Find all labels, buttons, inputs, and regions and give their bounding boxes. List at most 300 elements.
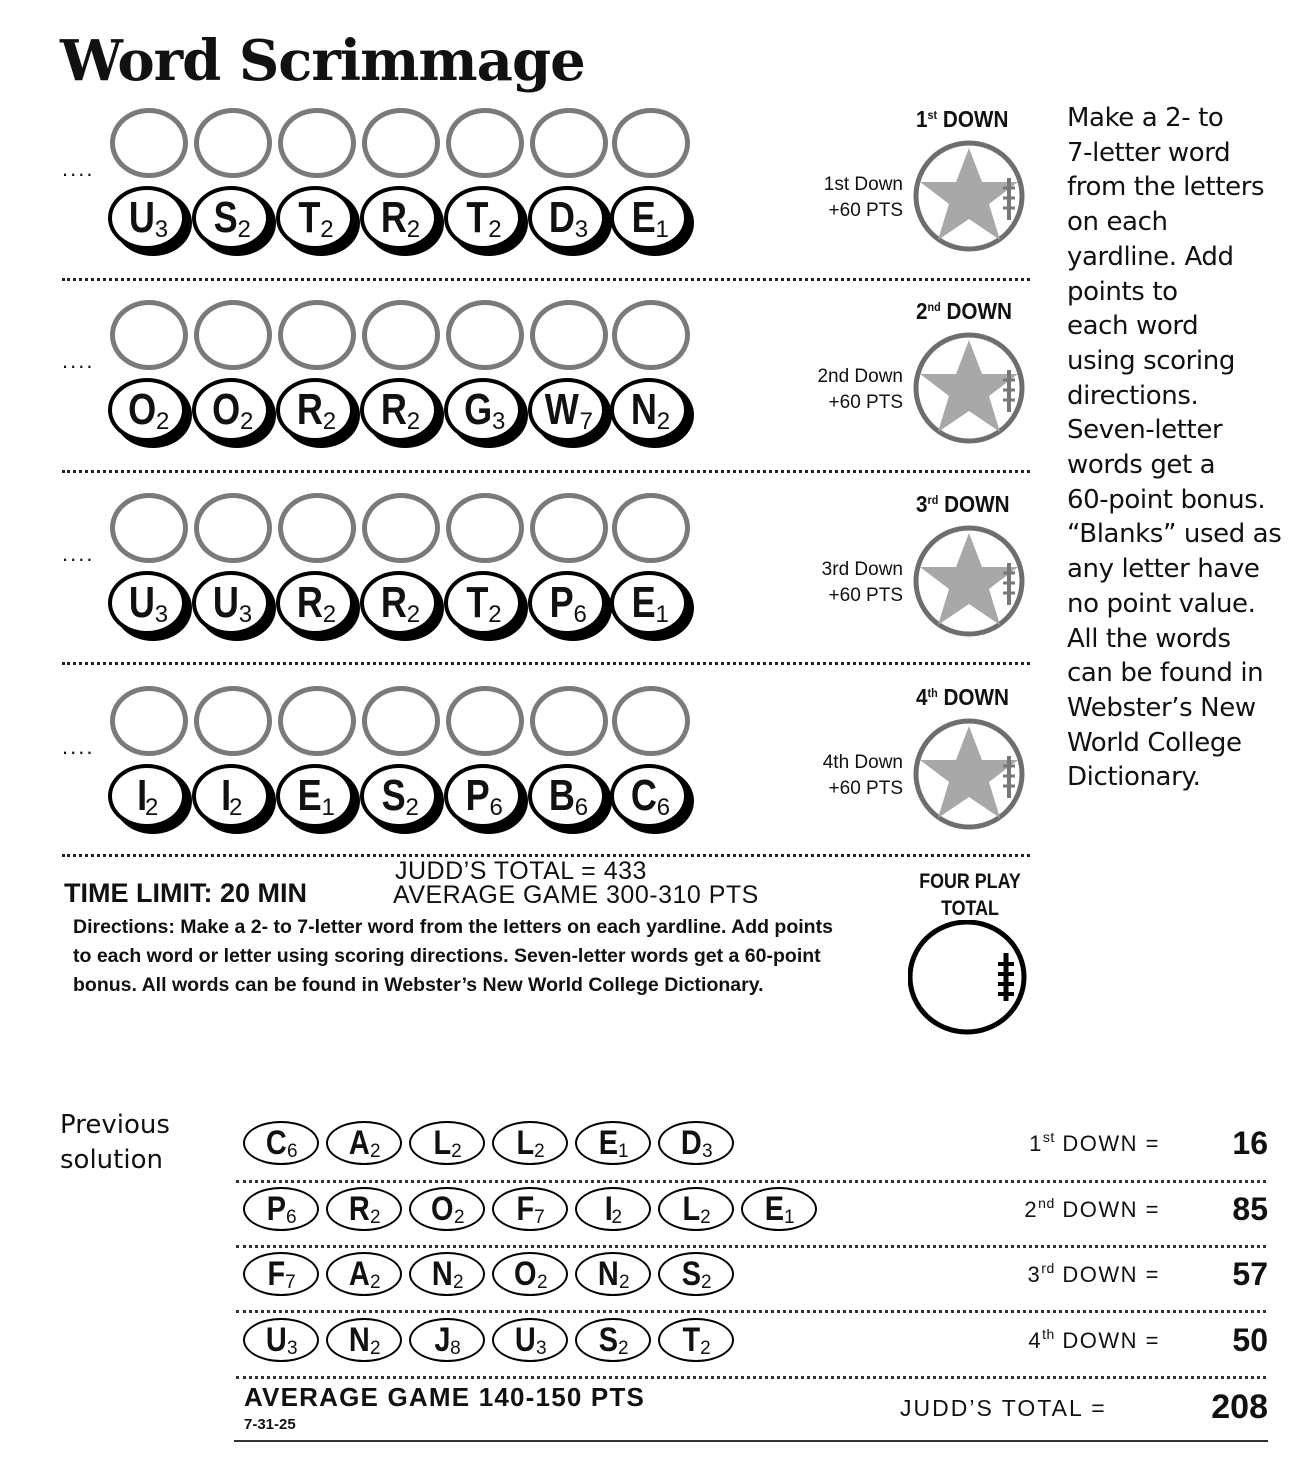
tile-letter: R <box>296 385 323 434</box>
tile-letter: T <box>466 578 489 627</box>
down-label: 3rd Down <box>821 559 903 580</box>
letter-tile <box>360 764 440 830</box>
answer-slot[interactable] <box>110 108 188 178</box>
tile-letter: E <box>631 578 656 627</box>
solution-tile <box>326 1252 402 1296</box>
down-heading <box>916 298 1012 325</box>
solution-tile-points: 7 <box>534 1206 545 1228</box>
yardline-divider <box>62 470 1030 473</box>
down-heading-word: DOWN <box>943 684 1010 710</box>
directions-line: to each word or letter using scoring directions. Seven-letter words get a 60-point <box>73 945 821 967</box>
down-label: 1st Down <box>823 174 903 195</box>
four-play-total-line1: FOUR PLAY <box>919 870 1021 893</box>
tile-face <box>192 571 270 635</box>
letter-tile <box>528 571 608 637</box>
tile-points: 6 <box>489 794 503 821</box>
four-play-total-line2: TOTAL <box>941 897 999 920</box>
instruction-line: World College <box>1067 727 1242 758</box>
tile-face <box>192 764 270 828</box>
tile-letter: R <box>380 385 407 434</box>
tile-letter: T <box>298 193 321 242</box>
letter-tile <box>108 764 188 830</box>
tile-points: 2 <box>406 601 421 628</box>
tile-letter: G <box>463 385 492 434</box>
solution-tile <box>575 1121 651 1165</box>
four-play-total-label <box>915 868 1026 922</box>
tile-points: 2 <box>239 408 254 435</box>
solution-down-label <box>960 1131 1160 1157</box>
tile-face <box>276 186 354 250</box>
answer-slot[interactable] <box>194 493 272 563</box>
solution-down-ordinal: 4 <box>1028 1328 1043 1353</box>
solution-tile-letter: T <box>682 1321 701 1359</box>
solution-tile-points: 2 <box>700 1206 711 1228</box>
letter-tile <box>610 186 690 252</box>
solution-tile-letter: R <box>349 1190 371 1228</box>
average-game: AVERAGE GAME 300-310 PTS <box>393 881 759 909</box>
letter-tile <box>108 378 188 444</box>
tile-face <box>360 571 438 635</box>
solution-tile-letter: S <box>599 1321 619 1359</box>
solution-tile-points: 2 <box>453 1206 465 1228</box>
solution-down-label <box>960 1328 1160 1354</box>
solution-down-label <box>960 1197 1160 1223</box>
solution-tile <box>575 1318 651 1362</box>
letter-tile <box>610 764 690 830</box>
bonus-label: +60 PTS <box>828 585 903 606</box>
answer-slot[interactable] <box>446 686 524 756</box>
letter-tile <box>360 378 440 444</box>
tile-face <box>108 571 186 635</box>
answer-slot[interactable] <box>530 686 608 756</box>
down-heading-word: DOWN <box>942 106 1009 132</box>
down-heading-ordinal: 2 <box>916 298 928 324</box>
tile-letter: S <box>381 771 406 820</box>
solution-tile-letter: L <box>433 1124 452 1162</box>
previous-judds-total-label: JUDD’S TOTAL = <box>900 1395 1107 1421</box>
solution-tile-points: 2 <box>369 1206 381 1228</box>
solution-down-ordinal: 2 <box>1024 1197 1039 1222</box>
tile-letter: W <box>544 385 579 434</box>
solution-tile-letter: I <box>604 1190 613 1228</box>
solution-down-word: DOWN = <box>1062 1131 1160 1156</box>
solution-tile <box>409 1121 485 1165</box>
tile-face <box>610 764 688 828</box>
row-marker: .... <box>62 541 95 566</box>
solution-divider <box>236 1180 1266 1183</box>
previous-solution-label <box>60 1108 170 1178</box>
solution-tile-points: 2 <box>611 1206 623 1228</box>
answer-slot[interactable] <box>278 108 356 178</box>
tile-letter: U <box>128 193 155 242</box>
letter-tile <box>444 571 524 637</box>
answer-slot[interactable] <box>362 493 440 563</box>
answer-slot[interactable] <box>362 300 440 370</box>
directions-line: Directions: Make a 2- to 7-letter word from the letters on each yardline. Add points <box>73 916 833 938</box>
bonus-label: +60 PTS <box>828 200 903 221</box>
solution-tile <box>326 1121 402 1165</box>
letter-tile <box>192 764 272 830</box>
tile-letter: T <box>466 193 489 242</box>
solution-tile-letter: L <box>682 1190 701 1228</box>
answer-slot[interactable] <box>446 493 524 563</box>
solution-tile-points: 2 <box>618 1337 629 1359</box>
solution-tile-letter: D <box>681 1124 703 1162</box>
solution-tile-letter: L <box>516 1124 535 1162</box>
answer-slot[interactable] <box>446 300 524 370</box>
tile-points: 1 <box>655 216 669 243</box>
down-heading-word: DOWN <box>946 298 1013 324</box>
instruction-line: Webster’s New <box>1067 692 1256 723</box>
tile-points: 2 <box>406 408 421 435</box>
letter-tile <box>360 186 440 252</box>
row-marker: .... <box>62 156 95 181</box>
letter-tile <box>276 764 356 830</box>
instruction-line: on each <box>1067 207 1168 238</box>
solution-tile-points: 2 <box>369 1140 381 1162</box>
tile-points: 3 <box>154 601 169 628</box>
instruction-line: Make a 2- to <box>1067 103 1224 133</box>
letter-tile <box>108 186 188 252</box>
directions <box>73 913 893 1000</box>
solution-tile-letter: F <box>267 1255 286 1293</box>
solution-tile <box>409 1252 485 1296</box>
tile-face <box>108 764 186 828</box>
instruction-line: Dictionary. <box>1067 762 1201 793</box>
letter-tile <box>108 571 188 637</box>
solution-tile-letter: U <box>515 1321 537 1359</box>
answer-slot[interactable] <box>612 300 690 370</box>
row-marker: .... <box>62 348 95 373</box>
tile-face <box>276 764 354 828</box>
solution-tile-letter: N <box>598 1255 620 1293</box>
solution-tile <box>492 1121 568 1165</box>
instruction-line: yardline. Add <box>1067 241 1234 272</box>
solution-tile-points: 2 <box>700 1337 711 1359</box>
time-limit: TIME LIMIT: 20 MIN <box>64 878 307 908</box>
tile-points: 2 <box>656 408 671 435</box>
instructions-panel <box>1067 101 1292 795</box>
solution-tile <box>575 1187 651 1231</box>
tile-letter: C <box>630 771 657 820</box>
tile-letter: I <box>136 771 147 820</box>
tile-points: 1 <box>655 601 669 628</box>
tile-letter: D <box>548 193 575 242</box>
yardline-divider <box>62 278 1030 281</box>
solution-tile-points: 2 <box>536 1271 548 1293</box>
answer-slot[interactable] <box>530 108 608 178</box>
down-heading-ordinal: 4 <box>916 684 928 710</box>
letter-tile <box>276 378 356 444</box>
solution-tile-points: 2 <box>451 1140 462 1162</box>
solution-tile-letter: A <box>349 1124 371 1162</box>
tile-letter: E <box>631 193 656 242</box>
directions-line: bonus. All words can be found in Webster’s New World College Dictionary. <box>73 974 764 996</box>
football-star-icon[interactable] <box>913 332 1025 444</box>
solution-tile-letter: P <box>267 1190 287 1228</box>
answer-slot[interactable] <box>446 108 524 178</box>
solution-tile-points: 3 <box>286 1337 298 1359</box>
tile-points: 2 <box>406 216 421 243</box>
tile-points: 6 <box>574 794 589 821</box>
tile-face <box>610 378 688 442</box>
down-score-label <box>793 172 903 224</box>
tile-letter: S <box>213 193 238 242</box>
letter-tile <box>528 764 608 830</box>
answer-slot[interactable] <box>362 686 440 756</box>
solution-tile-letter: N <box>349 1321 371 1359</box>
tile-face <box>276 378 354 442</box>
tile-points: 3 <box>574 216 589 243</box>
solution-tile <box>741 1187 817 1231</box>
tile-letter: P <box>549 578 574 627</box>
instruction-line: can be found in <box>1067 658 1264 689</box>
previous-judds-total-value: 208 <box>1211 1388 1268 1426</box>
answer-slot[interactable] <box>530 300 608 370</box>
solution-tile <box>243 1187 319 1231</box>
solution-tile-letter: U <box>266 1321 288 1359</box>
tile-face <box>610 571 688 635</box>
solution-down-score: 16 <box>1232 1125 1268 1161</box>
tile-letter: N <box>630 385 657 434</box>
answer-slot[interactable] <box>612 493 690 563</box>
solution-tile-points: 6 <box>286 1140 298 1162</box>
tile-face <box>360 186 438 250</box>
solution-down-ordinal: 3 <box>1027 1262 1042 1287</box>
solution-tile-points: 3 <box>701 1140 713 1162</box>
answer-slot[interactable] <box>110 300 188 370</box>
solution-tile-letter: C <box>266 1124 288 1162</box>
down-heading-word: DOWN <box>944 491 1010 517</box>
letter-tile <box>192 571 272 637</box>
tile-points: 2 <box>228 794 243 821</box>
previous-solution-label-line1: Previous <box>60 1110 170 1140</box>
answer-slot[interactable] <box>194 686 272 756</box>
tile-face <box>444 186 522 250</box>
solution-tile-points: 2 <box>369 1271 381 1293</box>
instruction-line: directions. <box>1067 380 1199 411</box>
instruction-line: any letter have <box>1067 554 1260 585</box>
tile-letter: O <box>127 385 156 434</box>
solution-tile-points: 6 <box>286 1206 297 1228</box>
solution-tile-letter: O <box>514 1255 537 1293</box>
answer-slot[interactable] <box>110 493 188 563</box>
solution-down-suffix: rd <box>1041 1260 1055 1276</box>
tile-points: 2 <box>488 601 502 628</box>
football-star-icon[interactable] <box>913 718 1025 830</box>
tile-points: 1 <box>321 794 335 821</box>
solution-tile-letter: N <box>432 1255 454 1293</box>
tile-face <box>108 378 186 442</box>
down-score-label <box>793 750 903 802</box>
instruction-line: no point value. <box>1067 588 1256 619</box>
solution-down-score: 50 <box>1232 1322 1268 1358</box>
bonus-label: +60 PTS <box>828 778 903 799</box>
tile-points: 2 <box>322 601 337 628</box>
answer-slot[interactable] <box>278 686 356 756</box>
solution-tile <box>492 1318 568 1362</box>
answer-slot[interactable] <box>612 108 690 178</box>
down-score-label <box>793 557 903 609</box>
tile-letter: R <box>380 578 407 627</box>
instruction-line: words get a <box>1067 450 1216 481</box>
solution-tile-letter: E <box>765 1190 785 1228</box>
solution-down-suffix: st <box>1042 1129 1055 1145</box>
solution-tile-points: 3 <box>535 1337 547 1359</box>
solution-tile <box>658 1318 734 1362</box>
instruction-line: points to <box>1067 276 1178 307</box>
tile-letter: R <box>380 193 407 242</box>
bottom-rule <box>234 1440 1268 1442</box>
tile-face <box>276 571 354 635</box>
solution-tile-letter: A <box>349 1255 371 1293</box>
instruction-line: 7-letter word <box>1067 137 1231 168</box>
row-marker: .... <box>62 734 95 759</box>
answer-slot[interactable] <box>530 493 608 563</box>
down-heading-suffix: th <box>927 686 938 700</box>
tile-points: 3 <box>491 408 506 435</box>
tile-letter: U <box>212 578 239 627</box>
answer-slot[interactable] <box>278 493 356 563</box>
down-label: 2nd Down <box>817 366 903 387</box>
down-heading-suffix: st <box>927 108 938 122</box>
solution-tile <box>409 1318 485 1362</box>
tile-points: 7 <box>579 408 593 435</box>
tile-letter: O <box>211 385 240 434</box>
previous-average-game: AVERAGE GAME 140-150 PTS <box>244 1382 646 1412</box>
tile-face <box>528 764 606 828</box>
football-star-icon[interactable] <box>913 525 1025 637</box>
instruction-line: 60-point bonus. <box>1067 484 1266 515</box>
football-icon[interactable] <box>908 920 1030 1036</box>
solution-divider <box>236 1245 1266 1248</box>
bonus-label: +60 PTS <box>828 392 903 413</box>
solution-down-word: DOWN = <box>1062 1328 1160 1353</box>
down-heading <box>916 106 1008 133</box>
solution-tile <box>658 1121 734 1165</box>
letter-tile <box>528 186 608 252</box>
tile-points: 3 <box>154 216 169 243</box>
solution-tile <box>492 1252 568 1296</box>
instruction-line: using scoring <box>1067 345 1235 376</box>
judds-total: JUDD’S TOTAL = 433 <box>395 857 647 885</box>
solution-tile <box>658 1187 734 1231</box>
tile-letter: I <box>220 771 231 820</box>
solution-tile-letter: O <box>431 1190 454 1228</box>
down-heading-ordinal: 3 <box>916 491 928 517</box>
tile-face <box>108 186 186 250</box>
solution-divider <box>236 1310 1266 1313</box>
letter-tile <box>610 378 690 444</box>
solution-tile <box>243 1252 319 1296</box>
solution-down-suffix: nd <box>1038 1195 1055 1211</box>
letter-tile <box>360 571 440 637</box>
solution-tile-letter: S <box>682 1255 702 1293</box>
letter-tile <box>444 378 524 444</box>
solution-down-word: DOWN = <box>1062 1197 1160 1222</box>
down-heading-suffix: nd <box>927 300 941 314</box>
down-score-label <box>793 364 903 416</box>
tile-face <box>528 571 606 635</box>
tile-points: 6 <box>573 601 587 628</box>
solution-tile <box>243 1318 319 1362</box>
solution-tile <box>326 1187 402 1231</box>
solution-tile-points: 2 <box>701 1271 712 1293</box>
answer-slot[interactable] <box>612 686 690 756</box>
solution-tile-points: 8 <box>450 1337 461 1359</box>
solution-tile <box>243 1121 319 1165</box>
answer-slot[interactable] <box>110 686 188 756</box>
down-label: 4th Down <box>822 752 903 773</box>
instruction-line: from the letters <box>1067 172 1265 203</box>
letter-tile <box>192 186 272 252</box>
tile-face <box>444 571 522 635</box>
instruction-line: each word <box>1067 311 1199 342</box>
down-heading-suffix: rd <box>927 493 939 507</box>
answer-slot[interactable] <box>362 108 440 178</box>
solution-tile-points: 1 <box>784 1206 795 1228</box>
solution-tile-points: 7 <box>285 1271 296 1293</box>
down-heading-ordinal: 1 <box>916 106 928 132</box>
football-star-icon[interactable] <box>913 140 1025 252</box>
solution-divider <box>236 1376 1266 1379</box>
solution-tile-points: 2 <box>452 1271 464 1293</box>
instruction-line: Seven-letter <box>1067 415 1223 446</box>
tile-points: 2 <box>488 216 502 243</box>
letter-tile <box>444 764 524 830</box>
tile-letter: R <box>296 578 323 627</box>
letter-tile <box>528 378 608 444</box>
down-heading <box>916 491 1010 518</box>
tile-letter: E <box>297 771 322 820</box>
page-title: Word Scrimmage <box>60 28 585 94</box>
tile-points: 2 <box>144 794 159 821</box>
letter-tile <box>444 186 524 252</box>
tile-face <box>360 378 438 442</box>
solution-down-label <box>960 1262 1160 1288</box>
solution-down-ordinal: 1 <box>1029 1131 1043 1156</box>
yardline-divider <box>62 662 1030 665</box>
tile-face <box>610 186 688 250</box>
tile-face <box>444 764 522 828</box>
solution-tile-points: 2 <box>534 1140 545 1162</box>
down-heading <box>916 684 1009 711</box>
tile-letter: P <box>465 771 490 820</box>
tile-points: 3 <box>238 601 253 628</box>
solution-tile-letter: F <box>516 1190 535 1228</box>
solution-tile <box>492 1187 568 1231</box>
tile-face <box>528 378 606 442</box>
answer-slot[interactable] <box>194 300 272 370</box>
tile-points: 6 <box>656 794 671 821</box>
previous-solution-label-line2: solution <box>60 1145 163 1175</box>
tile-letter: U <box>128 578 155 627</box>
tile-points: 2 <box>155 408 170 435</box>
solution-tile-points: 2 <box>369 1337 381 1359</box>
puzzle-date: 7-31-25 <box>244 1416 296 1433</box>
tile-points: 2 <box>320 216 334 243</box>
instruction-line: “Blanks” used as <box>1067 519 1282 550</box>
solution-tile <box>326 1318 402 1362</box>
letter-tile <box>610 571 690 637</box>
solution-tile <box>658 1252 734 1296</box>
tile-face <box>192 378 270 442</box>
answer-slot[interactable] <box>194 108 272 178</box>
solution-down-word: DOWN = <box>1062 1262 1160 1287</box>
instruction-line: All the words <box>1067 623 1231 654</box>
answer-slot[interactable] <box>278 300 356 370</box>
tile-letter: B <box>548 771 575 820</box>
